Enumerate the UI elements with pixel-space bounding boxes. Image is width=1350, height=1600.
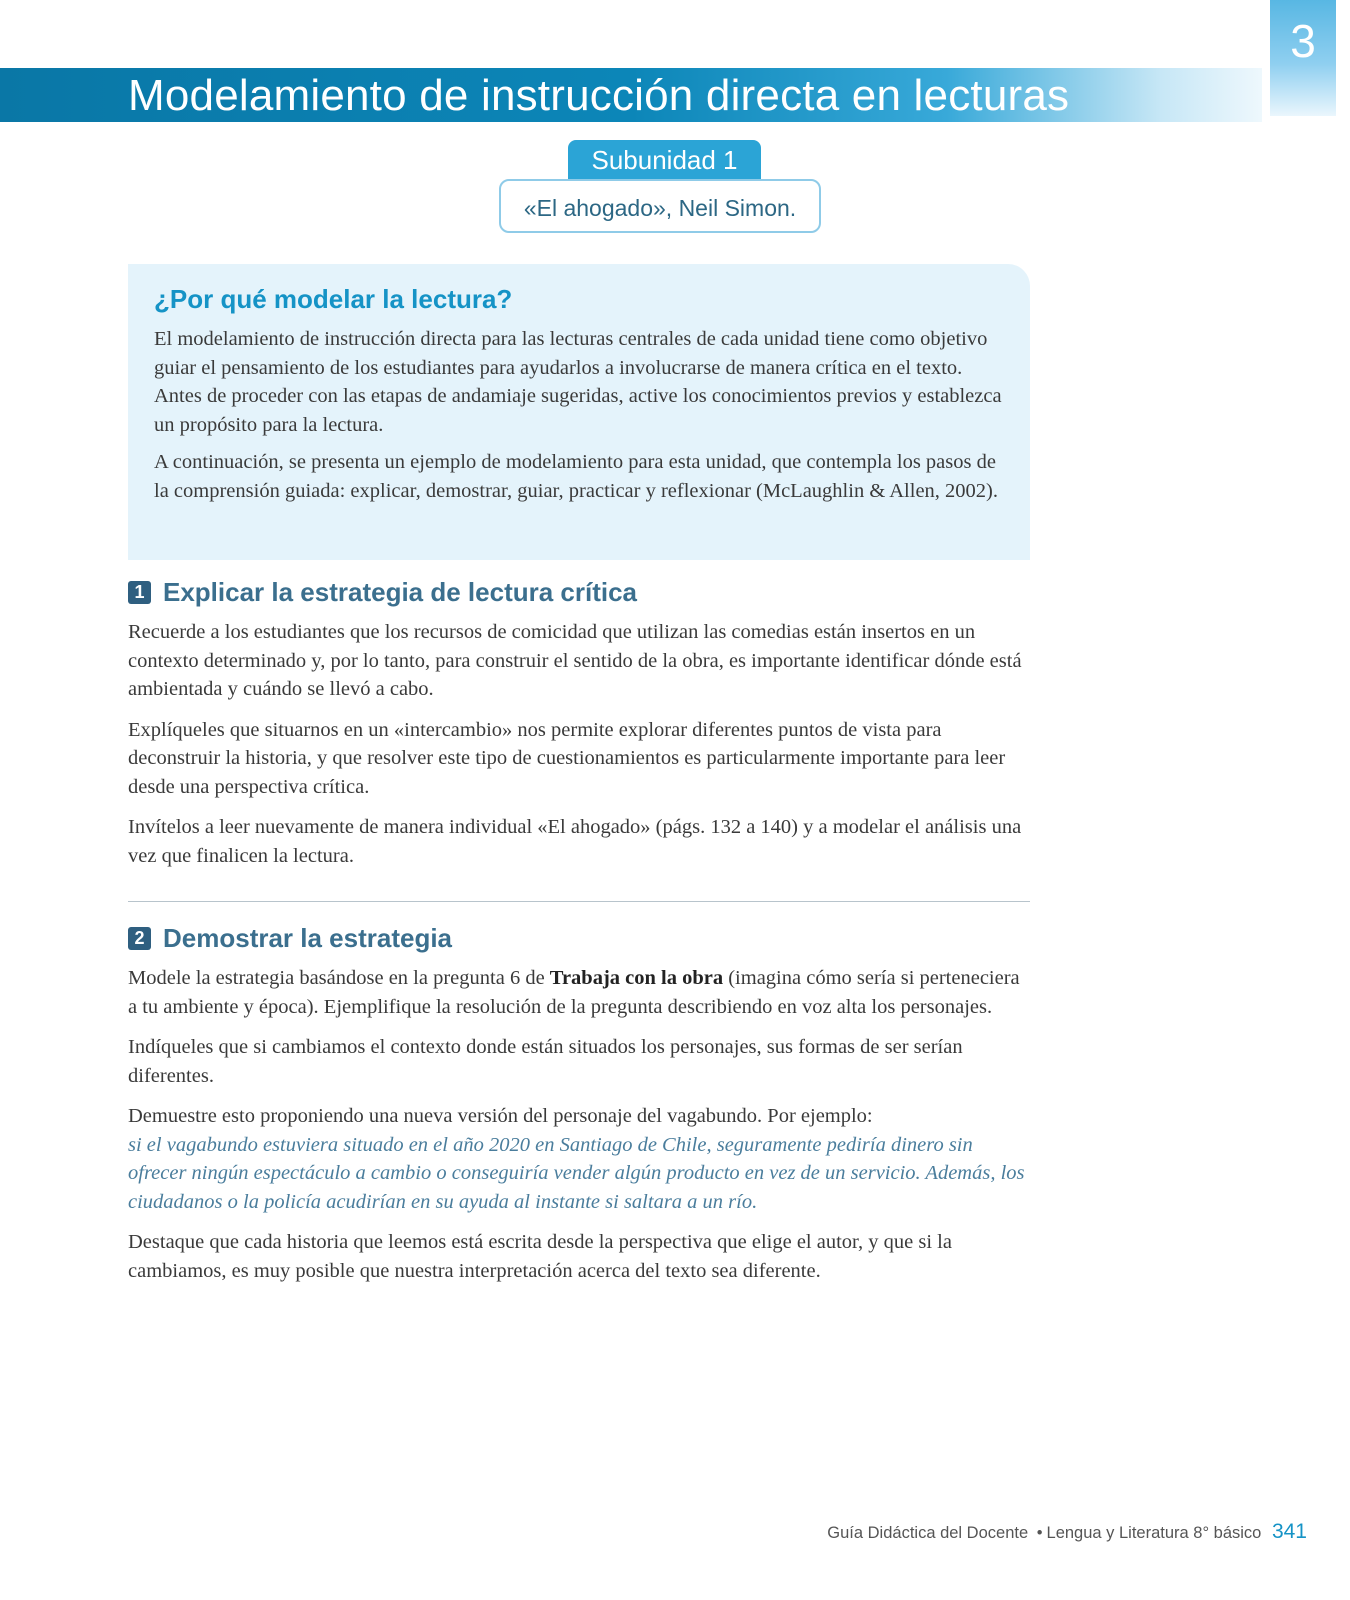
page-footer [827,1520,1307,1544]
unit-number: 3 [1290,15,1316,67]
section-paragraph: Indíqueles que si cambiamos el contexto donde están situados los personajes, sus formas de ser serían diferentes. [128,1036,963,1087]
section-number-badge: 2 [128,927,151,950]
section-paragraph: Explíqueles que situarnos en un «intercambio» nos permite explorar diferentes puntos de vista para deconstruir la historia, y que resolver este tipo de cuestionamientos es particularmente importante para leer desde una perspectiva crítica. [128,718,1006,798]
section-demonstrate [128,923,1030,1297]
intro-paragraph: El modelamiento de instrucción directa para las lecturas centrales de cada unidad tiene como objetivo guiar el pensamiento de los estudiantes para ayudarlos a involucrarse de manera crítica en el texto. Antes de proceder con las etapas de andamiaje sugeridas, active los conocimientos previos y establezca un propósito para la lectura. [154,328,1002,436]
subunit-work: «El ahogado», Neil Simon. [499,179,821,233]
text-run: Modele la estrategia basándose en la pregunta 6 de [128,967,550,989]
section-header [128,577,1030,608]
text-run: (imagina cómo sería si perteneciera a tu ambiente y época). Ejemplifique la resolución de la pregunta describiendo en voz alta los personajes. [128,967,1020,1018]
footer-guide: Guía Didáctica del Docente [827,1524,1029,1542]
section-number-badge: 1 [128,581,151,604]
footer-separator: • [1036,1524,1043,1542]
intro-paragraph: A continuación, se presenta un ejemplo de modelamiento para esta unidad, que contempla los pasos de la comprensión guiada: explicar, demostrar, guiar, practicar y reflexionar (McLaughlin & Allen, 2002). [154,451,999,502]
section-paragraph [128,964,1030,1021]
section-divider [128,901,1030,902]
title-banner [0,68,1262,122]
example-text: si el vagabundo estuviera situado en el año 2020 en Santiago de Chile, seguramente pediría dinero sin ofrecer ningún espectáculo a cambio o conseguiría vender algún producto en vez de un servicio. Además, los ciudadanos o la policía acudirían en su ayuda al instante si saltara a un río. [128,1133,1025,1213]
section-title: Demostrar la estrategia [163,923,453,953]
section-paragraph: Recuerde a los estudiantes que los recursos de comicidad que utilizan las comedias están insertos en un contexto determinado y, por lo tanto, para construir el sentido de la obra, es importante identificar dónde está ambientada y cuándo se llevó a cabo. [128,621,1022,700]
section-paragraph: Invítelos a leer nuevamente de manera individual «El ahogado» (págs. 132 a 140) y a modelar el análisis una vez que finalicen la lectura. [128,816,1022,867]
page-number: 341 [1271,1520,1307,1543]
text-run: Demuestre esto proponiendo una nueva versión del personaje del vagabundo. Por ejemplo: [128,1105,873,1127]
section-paragraph [128,1102,1030,1216]
intro-heading: ¿Por qué modelar la lectura? [154,284,513,314]
unit-tab [1270,0,1336,116]
subunit-label: Subunidad 1 [568,140,761,180]
section-header [128,923,1030,954]
section-explain [128,577,1030,882]
bold-reference: Trabaja con la obra [549,967,724,989]
section-paragraph: Destaque que cada historia que leemos está escrita desde la perspectiva que elige el autor, y que si la cambiamos, es muy posible que nuestra interpretación acerca del texto sea diferente. [128,1231,952,1282]
footer-subject: Lengua y Literatura 8° básico [1046,1524,1262,1542]
section-title: Explicar la estrategia de lectura crítica [163,577,638,607]
page-title: Modelamiento de instrucción directa en lecturas [128,71,1070,120]
intro-box [128,264,1030,560]
